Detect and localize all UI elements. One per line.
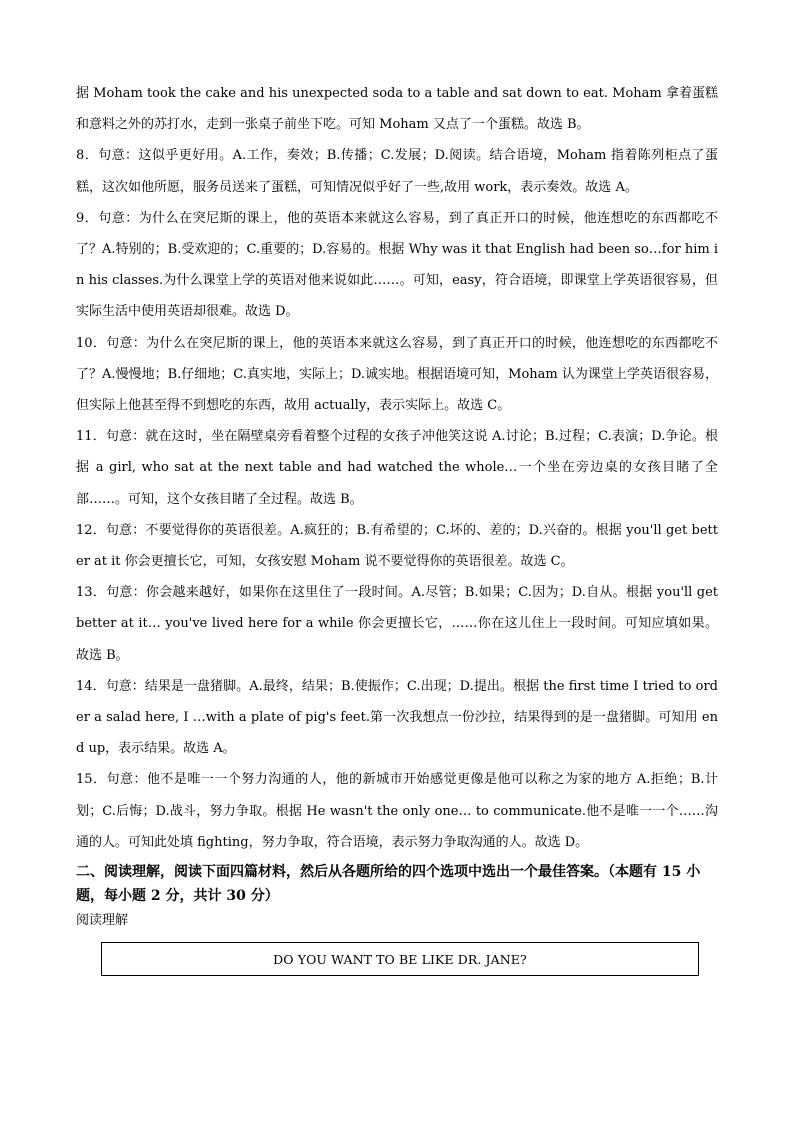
- section-sub-label: 阅读理解: [76, 913, 129, 929]
- passage-title-box: [101, 942, 699, 976]
- answer-explanation-9: 9．句意：为什么在突尼斯的课上，他的英语本来就这么容易，到了真正开口的时候，他连想吃的东西都吃不了？A.特别的；B.受欢迎的；C.重要的；D.容易的。根据 Why was it that English had been so…for him in his classes.为什么课堂上学的英语对他来说如此……。可知，easy，符合语境，即课堂上学英语很容易，但实际生活中使用英语却很难。故选 D。: [76, 210, 718, 320]
- answer-explanation-13: 13．句意：你会越来越好，如果你在这里住了一段时间。A.尽管；B.如果；C.因为；D.自从。根据 you'll get better at it… you've lived here for a while 你会更擅长它，……你在这儿住上一段时间。可知应填如果。故选 B。: [76, 585, 718, 663]
- passage-title: DO YOU WANT TO BE LIKE DR. JANE?: [273, 951, 527, 967]
- answer-explanation-12: 12．句意：不要觉得你的英语很差。A.疯狂的；B.有希望的；C.坏的、差的；D.兴奋的。根据 you'll get better at it 你会更擅长它，可知，女孩安慰 Moham 说不要觉得你的英语很差。故选 C。: [76, 522, 718, 570]
- answer-explanation-15: 15．句意：他不是唯一一个努力沟通的人，他的新城市开始感觉更像是他可以称之为家的地方 A.拒绝；B.计划；C.后悔；D.战斗，努力争取。根据 He wasn't the only one… to communicate.他不是唯一一个……沟通的人。可知此处填 fighting，努力争取，符合语境，表示努力争取沟通的人。故选 D。: [76, 772, 718, 850]
- answer-explanation-11: 11．句意：就在这时，坐在隔壁桌旁看着整个过程的女孩子冲他笑这说 A.讨论；B.过程；C.表演；D.争论。根据 a girl, who sat at the next table and had watched the whole…一个坐在旁边桌的女孩目睹了全部……。可知，这个女孩目睹了全过程。故选 B。: [76, 429, 718, 507]
- answer-explanation-7-cont: 据 Moham took the cake and his unexpected soda to a table and sat down to eat. Moham 拿着蛋糕和意料之外的苏打水，走到一张桌子前坐下吃。可知 Moham 又点了一个蛋糕。故选 B。: [76, 86, 718, 133]
- section-heading: 二、阅读理解，阅读下面四篇材料，然后从各题所给的四个选项中选出一个最佳答案。（本题有 15 小题，每小题 2 分，共计 30 分）: [76, 864, 701, 905]
- answer-explanation-8: 8．句意：这似乎更好用。A.工作，奏效；B.传播；C.发展；D.阅读。结合语境，Moham 指着陈列柜点了蛋糕，这次如他所愿，服务员送来了蛋糕，可知情况似乎好了一些,故用 work，表示奏效。故选 A。: [76, 148, 718, 195]
- page-content: [76, 78, 718, 976]
- answer-explanation-10: 10．句意：为什么在突尼斯的课上，他的英语本来就这么容易，到了真正开口的时候，他连想吃的东西都吃不了？A.慢慢地；B.仔细地；C.真实地，实际上；D.诚实地。根据语境可知，Moham 认为课堂上学英语很容易，但实际上他甚至得不到想吃的东西，故用 actually，表示实际上。故选 C。: [76, 335, 718, 414]
- answer-explanation-14: 14．句意：结果是一盘猪脚。A.最终，结果；B.使振作；C.出现；D.提出。根据 the first time I tried to order a salad here, I …with a plate of pig's feet.第一次我想点一份沙拉，结果得到的是一盘猪脚。可知用 end up，表示结果。故选 A。: [76, 678, 718, 757]
